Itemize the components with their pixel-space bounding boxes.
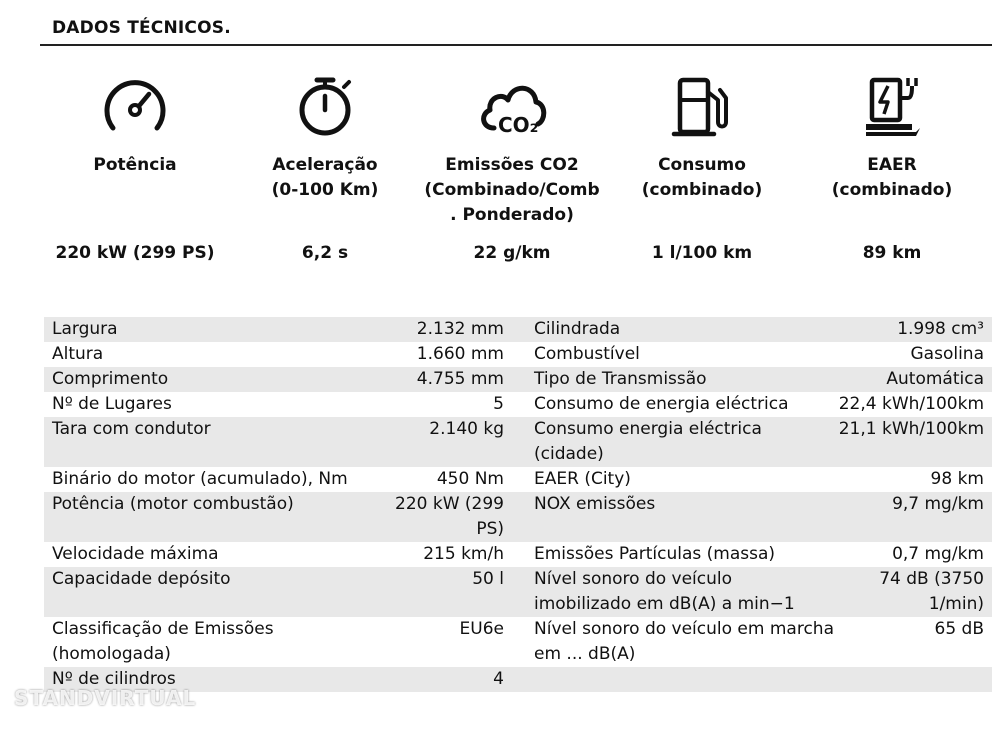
- spec-row: [44, 317, 992, 342]
- spec-label: [534, 667, 834, 692]
- spec-label: Emissões Partículas (massa): [534, 544, 776, 564]
- title-divider: [40, 44, 992, 46]
- spec-label: Tara com condutor: [52, 419, 211, 439]
- spec-row: [44, 417, 992, 467]
- spec-row: [44, 492, 992, 542]
- watermark-logo: STANDVIRTUAL: [14, 686, 197, 710]
- kpi-acceleration: [230, 70, 420, 263]
- kpi-value: 22 g/km: [473, 243, 551, 263]
- spec-value: EU6e: [459, 619, 504, 639]
- spec-label: Nível sonoro do veículo em marcha em ... dB(A): [534, 619, 834, 664]
- spec-value: 450 Nm: [436, 469, 504, 489]
- spec-value: [834, 667, 992, 692]
- speedometer-icon: [97, 70, 173, 142]
- spec-value: 1.660 mm: [416, 344, 504, 364]
- spec-value: 4: [493, 669, 504, 689]
- spec-value: 220 kW (299 PS): [395, 494, 504, 539]
- spec-label: Comprimento: [52, 369, 169, 389]
- kpi-consumption: [607, 70, 797, 263]
- kpi-label: Aceleração (0-100 Km): [271, 155, 379, 200]
- spec-value: 4.755 mm: [416, 369, 504, 389]
- fuel-pump-icon: [664, 70, 740, 142]
- ev-charging-icon: [854, 70, 930, 142]
- spec-label: Velocidade máxima: [52, 544, 219, 564]
- kpi-power: [40, 70, 230, 263]
- spec-label: Consumo energia eléctrica (cidade): [534, 419, 762, 464]
- spec-row: [44, 467, 992, 492]
- spec-value: 21,1 kWh/100km: [838, 419, 984, 439]
- spec-value: 215 km/h: [423, 544, 504, 564]
- svg-text:CO₂: CO₂: [498, 113, 539, 137]
- spec-label: Nível sonoro do veículo imobilizado em dB(A) a min−1: [534, 569, 795, 614]
- spec-label: Altura: [52, 344, 104, 364]
- spec-label: Classificação de Emissões (homologada): [52, 619, 274, 664]
- kpi-value: 220 kW (299 PS): [55, 243, 215, 263]
- spec-value: 1.998 cm³: [897, 319, 984, 339]
- spec-value: 2.140 kg: [429, 419, 504, 439]
- spec-value: 98 km: [930, 469, 984, 489]
- specs-table: [44, 317, 992, 692]
- kpi-eaer: [797, 70, 987, 263]
- spec-row: [44, 392, 992, 417]
- spec-label: Largura: [52, 319, 118, 339]
- spec-value: 50 l: [472, 569, 504, 589]
- kpi-label: EAER (combinado): [831, 155, 953, 200]
- spec-value: 74 dB (3750 1/min): [879, 569, 984, 614]
- kpi-value: 6,2 s: [301, 243, 349, 263]
- spec-label: NOX emissões: [534, 494, 656, 514]
- kpi-label: Potência: [93, 155, 177, 175]
- spec-value: 0,7 mg/km: [892, 544, 984, 564]
- spec-row: [44, 542, 992, 567]
- spec-value: 9,7 mg/km: [892, 494, 984, 514]
- section-title: DADOS TÉCNICOS.: [52, 18, 231, 38]
- spec-value: Automática: [886, 369, 984, 389]
- kpi-value: 1 l/100 km: [651, 243, 753, 263]
- kpi-strip: [40, 70, 990, 270]
- spec-value: 65 dB: [934, 619, 984, 639]
- spec-row: [44, 617, 992, 667]
- spec-label: Potência (motor combustão): [52, 494, 294, 514]
- kpi-value: 89 km: [862, 243, 922, 263]
- spec-row: [44, 342, 992, 367]
- spec-value: 22,4 kWh/100km: [838, 394, 984, 414]
- spec-label: Combustível: [534, 344, 640, 364]
- spec-value: Gasolina: [910, 344, 984, 364]
- spec-label: EAER (City): [534, 469, 631, 489]
- spec-label: Tipo de Transmissão: [534, 369, 707, 389]
- stopwatch-icon: [287, 70, 363, 142]
- spec-row: [44, 367, 992, 392]
- spec-value: 2.132 mm: [416, 319, 504, 339]
- spec-label: Cilindrada: [534, 319, 621, 339]
- spec-row: [44, 567, 992, 617]
- co2-cloud-icon: [474, 70, 550, 142]
- kpi-co2: [417, 70, 607, 263]
- spec-label: Nº de Lugares: [52, 394, 172, 414]
- spec-label: Consumo de energia eléctrica: [534, 394, 789, 414]
- spec-label: Binário do motor (acumulado), Nm: [52, 469, 348, 489]
- kpi-label: Emissões CO2 (Combinado/Comb . Ponderado): [424, 155, 600, 225]
- spec-label: Nº de cilindros: [52, 669, 176, 689]
- kpi-label: Consumo (combinado): [641, 155, 763, 200]
- spec-value: 5: [493, 394, 504, 414]
- spec-label: Capacidade depósito: [52, 569, 231, 589]
